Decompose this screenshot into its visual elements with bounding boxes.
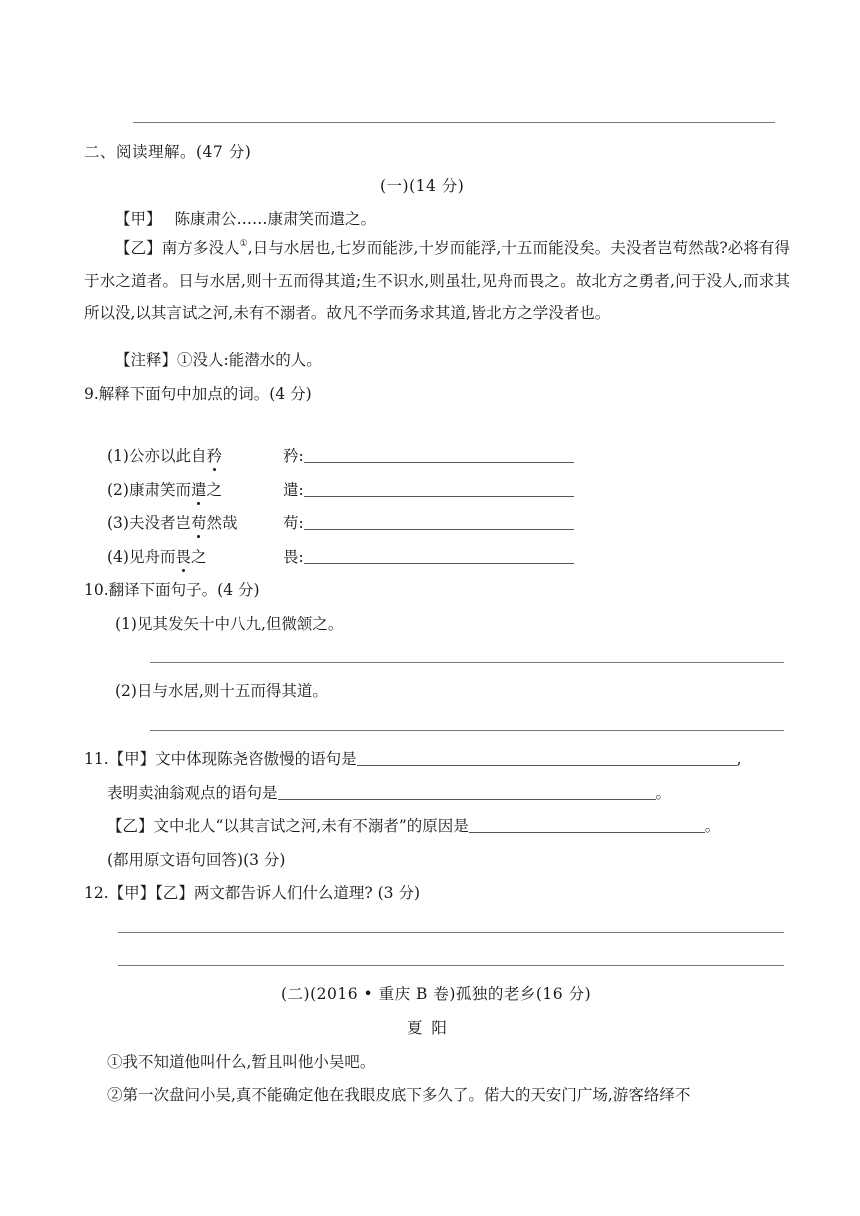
- q9-item-1: (1)公亦以此自矜: [107, 444, 222, 466]
- dotted-word: 苟: [191, 511, 207, 533]
- q9-item-1-key: 矜:: [283, 444, 574, 466]
- footnote-marker: ①: [239, 239, 248, 249]
- yi-label: 【乙】: [115, 239, 162, 257]
- q11-line-4: (都用原文语句回答)(3 分): [107, 851, 286, 869]
- q9-item-3-key: 苟:: [283, 511, 574, 533]
- dotted-word: 矜: [206, 444, 222, 466]
- part2-paragraph-1: ①我不知道他叫什么,暂且叫他小吴吧。: [107, 1053, 376, 1071]
- q10-stem: 10.翻译下面句子。(4 分): [84, 581, 260, 599]
- answer-blank[interactable]: [469, 816, 705, 833]
- q12-stem: 12.【甲】【乙】两文都告诉人们什么道理? (3 分): [84, 884, 421, 902]
- answer-line[interactable]: [118, 932, 784, 933]
- jia-label: 【甲】: [115, 210, 162, 228]
- jia-passage: [115, 207, 376, 229]
- q11-line-3: 【乙】文中北人“以其言试之河,未有不溺者”的原因是 。: [107, 817, 721, 835]
- yi-text-b: ,日与水居也,七岁而能涉,十岁而能浮,十五而能没矣。夫没者岂苟然哉?必将有得于水之道者。日与水居,则十五而得其道;生不识水,则虽壮,见舟而畏之。故北方之勇者,问于没人,而求其所以没,以其言试之河,未有不溺者。故凡不学而务求其道,皆北方之学没者也。: [84, 239, 790, 322]
- yi-text-a: 南方多没人: [161, 239, 240, 257]
- dotted-word: 遣: [191, 478, 207, 500]
- q9-item-3: (3)夫没者岂苟然哉: [107, 511, 238, 533]
- q10-sentence-2: (2)日与水居,则十五而得其道。: [115, 682, 328, 700]
- answer-blank[interactable]: [304, 446, 574, 463]
- q9-item-4: (4)见舟而畏之: [107, 545, 207, 567]
- q9-item-4-key: 畏:: [283, 545, 574, 567]
- answer-line[interactable]: [150, 730, 784, 731]
- answer-line[interactable]: [118, 965, 784, 966]
- top-divider: [133, 122, 775, 123]
- part1-heading: (一)(14 分): [380, 177, 465, 195]
- q11-line-2: 表明卖油翁观点的语句是 。: [107, 784, 672, 802]
- part2-author: 夏 阳: [407, 1019, 449, 1037]
- answer-blank[interactable]: [304, 480, 574, 497]
- part2-heading: (二)(2016 • 重庆 B 卷)孤独的老乡(16 分): [281, 985, 592, 1003]
- q11-line-1: 11.【甲】文中体现陈尧咨傲慢的语句是 ,: [84, 750, 742, 768]
- dotted-word: 畏: [175, 545, 191, 567]
- answer-blank[interactable]: [357, 749, 737, 766]
- answer-line[interactable]: [150, 662, 784, 663]
- part2-paragraph-2: ②第一次盘问小吴,真不能确定他在我眼皮底下多久了。偌大的天安门广场,游客络绎不: [107, 1086, 691, 1104]
- q9-item-2-key: 遣:: [283, 478, 574, 500]
- q10-sentence-1: (1)见其发矢十中八九,但微颔之。: [115, 615, 344, 633]
- q9-stem: 9.解释下面句中加点的词。(4 分): [84, 385, 312, 403]
- answer-blank[interactable]: [278, 783, 656, 800]
- q9-item-2: (2)康肃笑而遣之: [107, 478, 222, 500]
- section-heading: 二、阅读理解。(47 分): [84, 143, 252, 161]
- annotation-note: 【注释】①没人:能潜水的人。: [115, 351, 322, 369]
- jia-text: 陈康肃公……康肃笑而遣之。: [174, 210, 376, 228]
- answer-blank[interactable]: [304, 547, 574, 564]
- answer-blank[interactable]: [304, 513, 574, 530]
- yi-passage: [84, 232, 790, 330]
